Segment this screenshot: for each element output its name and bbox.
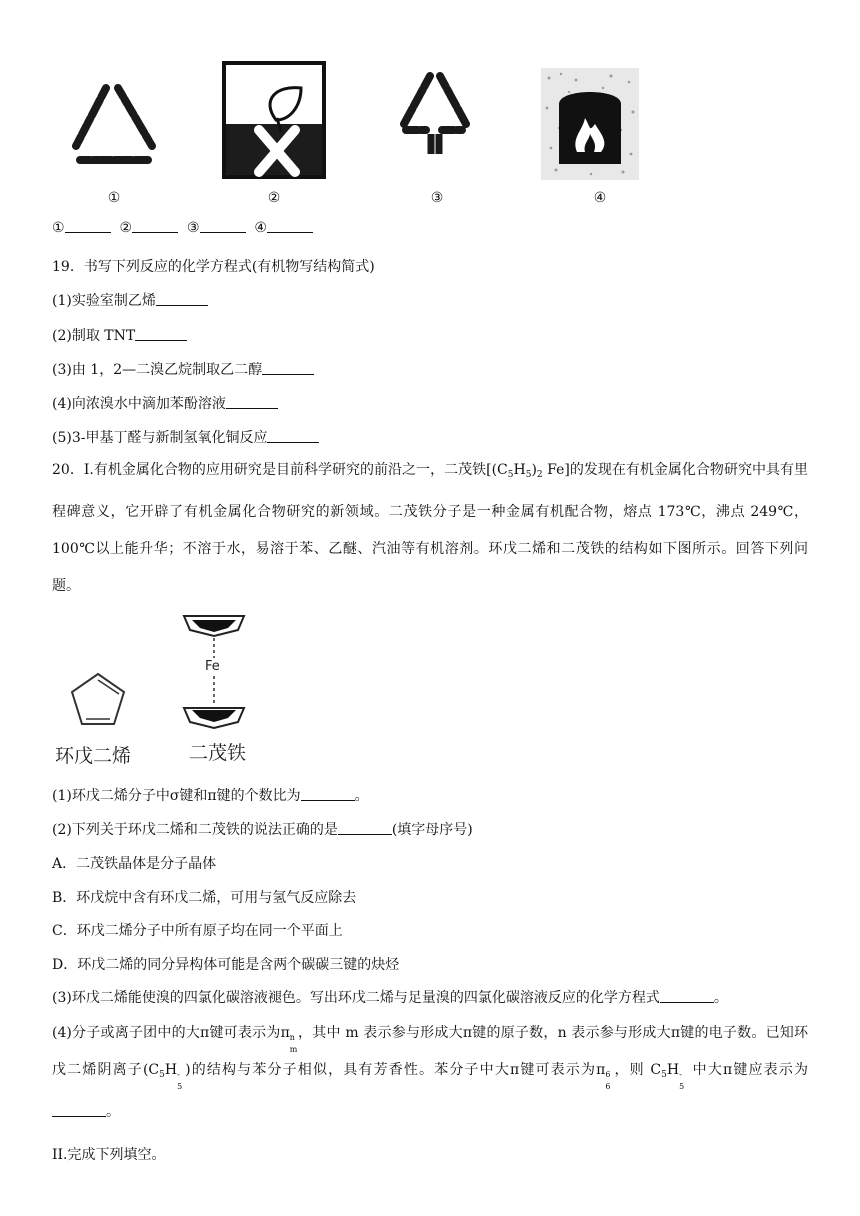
q20-sub-4: (4)分子或离子团中的大π键可表示为π n m ，其中 m 表示参与形成大π键的原子数，n 表示参与形成大π键的电子数。已知环戊二烯阴离子($C_5H$ - 5 )的结构与苯分子相似，具有芳香性。苯分子中大π键可表示为π 6 6 ，则 $C_5H$ - 5 中大π键应表示为。 [52, 1025, 809, 1120]
symbol-caption-4: ④ [593, 190, 607, 206]
q19-item-2: (2)制取 TNT [52, 325, 187, 345]
tree-triangle-icon [396, 68, 474, 160]
q19-item-5: (5)3-甲基丁醛与新制氢氧化铜反应 [52, 427, 319, 447]
q19-blank-3[interactable] [262, 362, 314, 375]
answer-label-4: ④ [254, 220, 267, 236]
q20-sub-3: (3)环戊二烯能使溴的四氯化碳溶液褪色。写出环戊二烯与足量溴的四氯化碳溶液反应的化学方程式 。 [52, 990, 728, 1006]
answer-blank-3[interactable] [200, 220, 246, 233]
q19-blank-1[interactable] [156, 293, 208, 306]
symbol-caption-2: ② [267, 190, 281, 206]
answer-blank-1[interactable] [65, 220, 111, 233]
symbol-caption-1: ① [107, 190, 121, 206]
symbol-answer-line [52, 220, 313, 236]
q20-part-2: II.完成下列填空。 [52, 1147, 166, 1163]
q20-blank-3[interactable] [660, 990, 714, 1003]
recycle-triangle-icon [66, 76, 162, 176]
cyclopentadiene-label: 环戊二烯 [55, 745, 132, 767]
q20-blank-1[interactable] [301, 788, 355, 801]
q20-blank-4[interactable] [52, 1104, 106, 1117]
symbol-caption-3: ③ [430, 190, 444, 206]
ferrocene-label: 二茂铁 [189, 742, 247, 764]
cp-anion-formula: $C_5H$ - 5 [148, 1062, 183, 1091]
q20-option-a: A．二茂铁晶体是分子晶体 [52, 856, 217, 872]
ferrocene-fe-label: Fe [205, 659, 220, 674]
answer-label-3: ③ [186, 220, 200, 236]
q20-sub-1: (1)环戊二烯分子中σ键和π键的个数比为 。 [52, 788, 369, 804]
fire-icon [541, 68, 639, 180]
q20-option-b: B．环戊烷中含有环戊二烯，可用与氢气反应除去 [52, 890, 357, 906]
q19-item-3: (3)由 1，2—二溴乙烷制取乙二醇 [52, 359, 314, 379]
no-plant-x-icon [221, 60, 327, 180]
q20-option-c: C．环戊二烯分子中所有原子均在同一个平面上 [52, 923, 343, 939]
q20-blank-2[interactable] [338, 822, 392, 835]
q20-intro: 20．I.有机金属化合物的应用研究是目前科学研究的前沿之一，二茂铁[$(C_5H_5)_2$ Fe]的发现在有机金属化合物研究中具有里程碑意义，它开辟了有机金属化合物研究的新领域。二茂铁分子是一种金属有机配合物，熔点 173℃，沸点 249℃，100℃以上能升华；不溶于水，易溶于苯、乙醚、汽油等有机溶剂。环戊二烯和二茂铁的结构如下图所示。回答下列问题。 [52, 462, 808, 594]
cyclopentadiene-structure [66, 670, 130, 730]
answer-label-2: ② [119, 220, 133, 236]
answer-blank-4[interactable] [267, 220, 313, 233]
ferrocene-formula: $(C_5H_5)_2$ Fe [491, 462, 565, 480]
q19-item-4: (4)向浓溴水中滴加苯酚溶液 [52, 393, 278, 413]
q19-item-1: (1)实验室制乙烯 [52, 290, 208, 310]
q19-blank-2[interactable] [135, 328, 187, 341]
answer-label-1: ① [52, 220, 65, 236]
answer-blank-2[interactable] [132, 220, 178, 233]
cp-anion-formula-2: $C_5H$ - 5 [650, 1062, 685, 1091]
q20-sub-2: (2)下列关于环戊二烯和二茂铁的说法正确的是 (填字母序号) [52, 822, 473, 838]
q19-blank-4[interactable] [226, 396, 278, 409]
q19-blank-5[interactable] [267, 430, 319, 443]
q20-option-d: D．环戊二烯的同分异构体可能是含两个碳碳三键的炔烃 [52, 957, 400, 973]
q19-heading: 19．书写下列反应的化学方程式(有机物写结构简式) [52, 259, 375, 275]
